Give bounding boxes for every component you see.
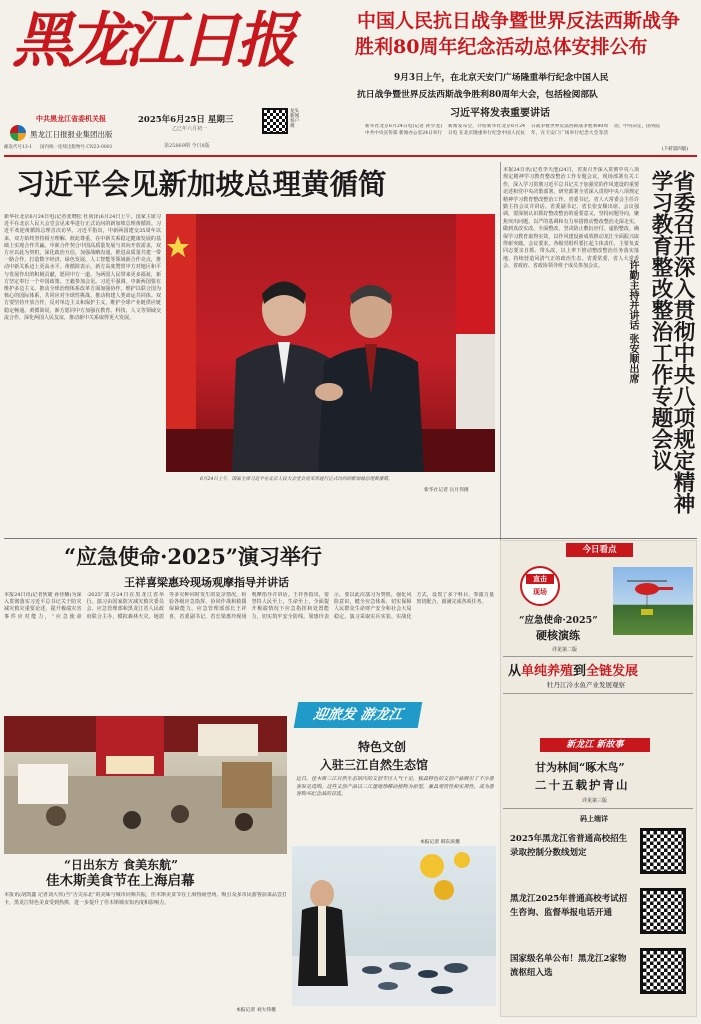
promo1-title1[interactable]: “应急使命·2025” [519, 615, 598, 626]
masthead-date: 2025年6月25日 星期三 [138, 115, 234, 125]
feature1-headline1: “日出东方 食美东航” [64, 858, 178, 872]
column-divider [500, 162, 501, 540]
sidebar-divider-3 [503, 808, 693, 809]
promo1-photo[interactable] [613, 567, 693, 635]
right-column-subline: 许勤主持并讲话 张安顺出席 [627, 260, 638, 384]
feature2-headline2: 入驻三江自然生态馆 [320, 758, 429, 772]
feature2-headline1: 特色文创 [358, 740, 407, 754]
promo-banner-left[interactable] [508, 660, 638, 679]
feature2-photo [292, 846, 496, 1006]
sidebar-divider-1 [503, 656, 693, 657]
top-story-line1: 中国人民抗日战争暨世界反法西斯战争 [357, 10, 681, 32]
scan-qr-2[interactable] [640, 888, 686, 934]
sidebar-header: 今日看点 [566, 543, 633, 557]
masthead-publisher: 黑龙江日报报业集团出版 [30, 130, 113, 139]
live-badge [520, 566, 560, 606]
masthead-org: 中共黑龙江省委机关报 [36, 114, 106, 123]
masthead-issue: 第25869期 今日8版 [164, 143, 210, 149]
section-tag: 新龙江 新故事 [540, 738, 650, 752]
feature1-photo [4, 716, 287, 854]
scan-qr-3[interactable] [640, 948, 686, 994]
feature2-banner: 迎旅发 游龙江 [294, 702, 423, 728]
masthead-title: 黑龙江日报 [12, 6, 292, 76]
banner-from: 从 [508, 664, 522, 679]
lead-credit: 新华社记者 岳月伟摄 [424, 488, 469, 493]
feature2-credit: 本报记者 韩东滨摄 [420, 840, 460, 845]
lead-photo-scene [166, 214, 495, 472]
live-tag2: 现场 [533, 587, 547, 596]
lead-headline: 习近平会见新加坡总理黄循简 [16, 167, 387, 201]
lead-caption: 6月24日上午，国家主席习近平在北京人民大会堂会见来华进行正式访问的新加坡总理黄循简。 [200, 477, 393, 482]
helicopter-scene [613, 567, 693, 635]
scan-item-1[interactable]: 2025年黑龙江省普通高校招生录取控制分数线划定 [510, 834, 628, 858]
banner-to: 到 [573, 664, 587, 679]
feature1-headline2: 佳木斯美食节在上海启幕 [46, 873, 195, 889]
promo2-page: 详见第三版 [582, 798, 608, 804]
top-story-sub1: 9月3日上午，在北京天安门广场隆重举行纪念中国人民 [394, 73, 609, 83]
top-story-line2: 胜利80周年纪念活动总体安排公布 [355, 36, 648, 58]
live-tag1: 直击 [526, 574, 554, 584]
food-festival-scene [4, 716, 287, 854]
scan-title: 码上端详 [580, 814, 608, 823]
top-story-sub3: 习近平将发表重要讲话 [450, 108, 550, 119]
top-story-continued: (下转第四版) [662, 147, 689, 152]
masthead-qr-code[interactable] [262, 108, 288, 134]
article2-subhead: 王祥喜梁惠玲现场观摩指导并讲话 [124, 576, 289, 589]
masthead-code: 邮发代号13-1 [4, 145, 33, 150]
feature2-body: 近日，佳木斯三江自然生态馆内的文创专区人气十足，独具特色的文创产品吸引了不少游客驻足选购。这些文创产品以三江湿地珍稀动植物为原型，兼具观赏性和实用性，成为游客购买纪念品的首选。 [296, 776, 494, 797]
scan-item-2[interactable]: 黑龙江2025年普通高校考试招生咨询、监督举报电话开通 [510, 894, 628, 918]
top-story-sub2: 抗日战争暨世界反法西斯战争胜利80周年大会，包括检阅部队 [357, 90, 598, 100]
lead-photo [166, 214, 495, 472]
article2-headline: “应急使命·2025”演习举行 [64, 544, 322, 569]
promo2-title1[interactable]: 甘为林间“啄木鸟” [535, 761, 625, 774]
right-column-headline: 省委召开深入贯彻中央八项规定精神学习教育整改整治工作专题会议 [648, 170, 695, 514]
scan-item-3[interactable]: 国家级名单公布！黑龙江2家物流枢纽入选 [510, 954, 627, 978]
promo1-page: 详见第二版 [552, 647, 578, 653]
qr-label: 龙头新闻客户端 [290, 109, 299, 129]
banner-sub: 牡丹江冷水鱼产业发展观察 [547, 681, 625, 689]
feature1-body: 本报讯(胡凯鑫 记者刘大伟)当“舌尖东北”的美味与城市同频共振，佳木斯美食节在上海热闹登场，吸引众多市民游客前来品尝打卡，黑龙江特色美食受到热捧，进一步提升了佳木斯城市知名度和影响力。 [4, 892, 287, 906]
lead-body: 新华社北京6月24日电(记者张晓松 杜尚泽)6月24日上午，国家主席习近平在北京人民大会堂会见来华进行正式访问的新加坡总理黄循简。习近平欢迎黄循简总理首次访华。习近平指出，中新两国建交35周年以来，双方始终坚持相互理解、彼此尊重，在中新关系稳定健康发展的基础上实现合作共赢。中新合作契合中国高质量发展与双向开放需求，双方应以此为契机，深化政治互信，加强战略沟通，推进高质量共建一带一路合作，打造数字经济、绿色发展、人工智能等领域新合作亮点，推动中新关系迈上更高水平。黄循简表示，新方高度赞赏中方对地区和平与发展作出的积极贡献，愿同中方一道，为两国人民带来更多福祉，新方坚定奉行一个中国政策。王毅参加会见。习近平强调，中新两国要在维护多边主义、推动全球治理体系改革方面加强协作，维护以联合国为核心的国际体系，共同应对全球性挑战，推动构建人类命运共同体。双方要坚持开放合作，反对单边主义和保护主义，维护全球产业链供应链稳定畅通。黄循简说，新方愿同中方加强在教育、科技、人文等领域交流合作，深化两国人民友谊，推动新中关系取得更大发展。 [4, 214, 161, 321]
article2-body: 本报24日讯(记者狄婕 孙佳楠)为深入贯彻落实习近平总书记关于防灾减灾救灾重要论述，提升极端灾害事件应对能力，“应急使命·2025”演习24日在黑龙江省举行。演习由国家防灾减灾救灾委员会、应急管理部和黑龙江省人民政府联合主办，模拟森林火灾、地震等多灾种同时发生的复杂情况，检验各级应急指挥、协同作战和救援保障能力。应急管理部部长王祥喜，省委副书记、省长梁惠玲现场观摩指导并讲话。王祥喜指出，要坚持人民至上、生命至上，全面提升极端情况下应急指挥和处置能力，切实筑牢安全防线。梁惠玲表示，要以此次演习为契机，强化风险意识，健全应急体系，切实保障人民群众生命财产安全和社会大局稳定。演习采取实兵实装、实战化方式，设置了多个科目，参演力量密切配合，圆满完成各项任务。 [4, 592, 494, 620]
feature1-credit: 本报记者 刘大伟摄 [236, 1008, 276, 1013]
eco-museum-scene [292, 846, 496, 1006]
publisher-logo [10, 125, 26, 141]
banner-mid2: 全链发展 [586, 664, 639, 679]
sidebar-divider-2 [503, 693, 693, 694]
promo1-title2[interactable]: 硬核演练 [536, 629, 580, 642]
promo2-title2[interactable]: 二十五载护青山 [535, 778, 630, 792]
section-divider [4, 538, 697, 539]
scan-qr-1[interactable] [640, 828, 686, 874]
top-story-body: 新华社北京6月24日电(记者 孙少龙)中共中央宣传部 新闻办公室24日举行新闻发布会，介绍新华社北京6月24日电 在北京隆重举行纪念中国人民抗日战争暨世界反法西斯战争胜利80周年，在天安门广场举行纪念大会等活动。中央决定，国务院 [365, 124, 660, 136]
right-column-body: 本报24日讯(记者李天池)24日，省委召开深入贯彻中央八项规定精神学习教育整改整治工作专题会议，现场部署有关工作，深入学习贯彻习近平总书记关于加强党的作风建设的重要论述和党中央决策部署，研究部署全省深入贯彻中央八项规定精神学习教育整改整治工作。省委书记、省人大常委会主任许勤主持会议并讲话。省委副书记、省长张安顺出席。会议强调，要深刻认识抓好整改整治的重要意义，坚持问题导向，聚焦突出问题，以严的基调和有力举措推动整改整治走深走实，做到真改实改、全面整改，坚决防止敷衍应付、虚假整改，确保学习教育取得实效，以作风建设新成效推动龙江全面振兴取得新突破。会议要求，各级党组织要扛起主体责任，主要负责同志要亲自抓、带头改，以上率下推动整改整治任务落实落地，持续营造风清气正的政治生态。省委常委，省人大常委会、省政府、省政协领导班子成员参加会议。 [503, 167, 639, 270]
masthead-divider [4, 155, 697, 157]
masthead-cn: 国内统一连续出版物号 CN23-0001 [40, 145, 113, 150]
banner-mid1: 单纯养殖 [521, 664, 574, 679]
masthead-lunar: 乙巳年六月初一 [172, 126, 208, 132]
